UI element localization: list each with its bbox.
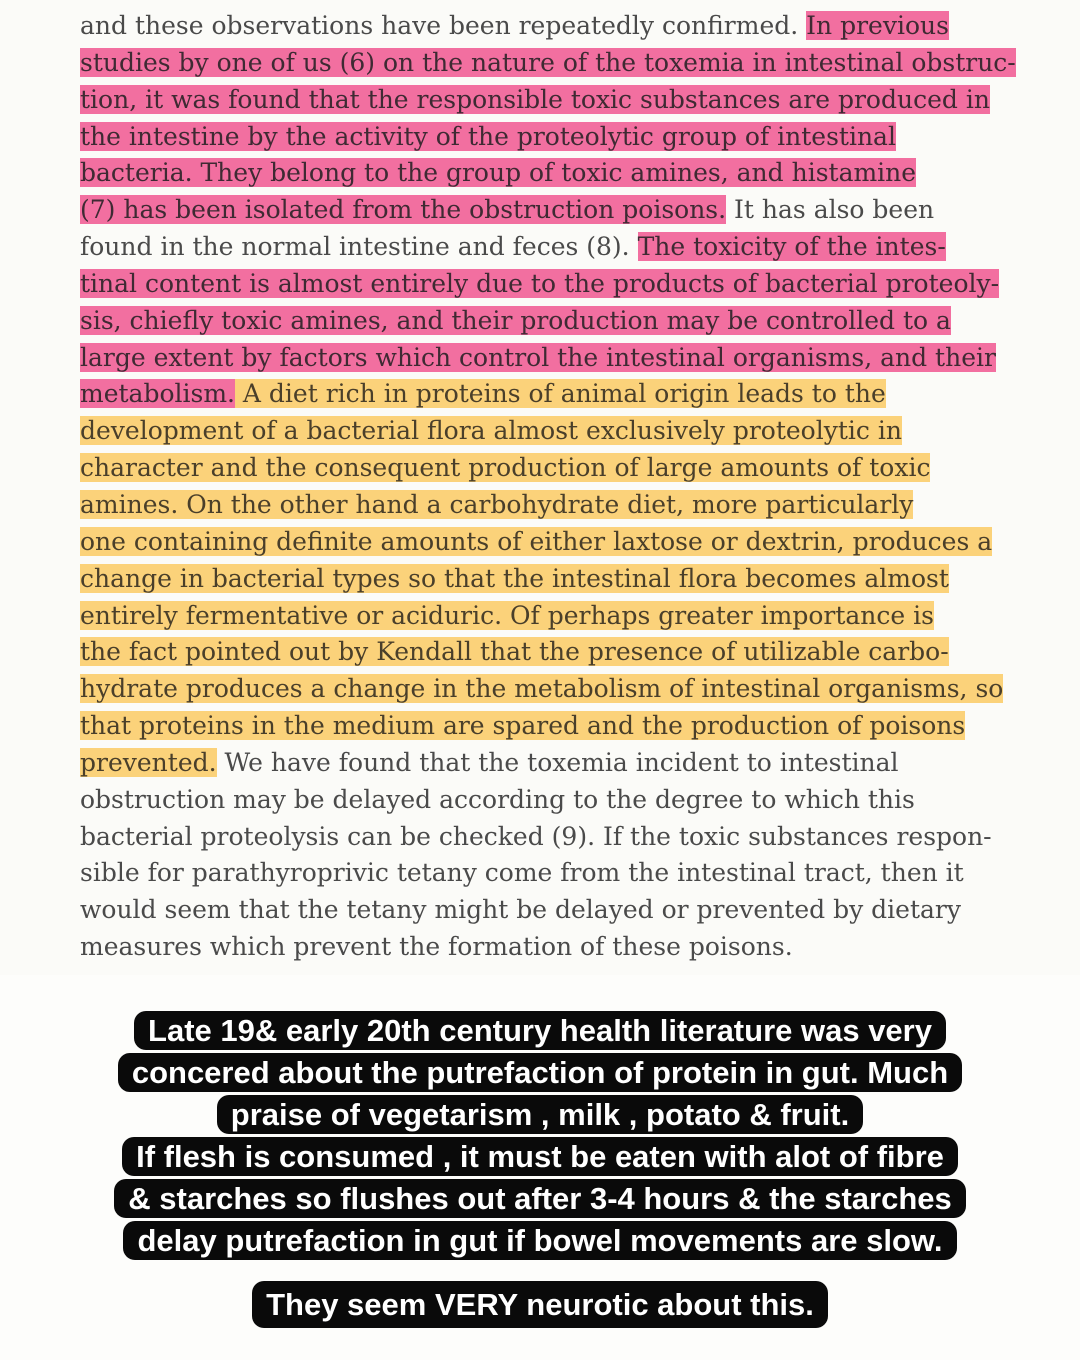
highlighted-segment: prevented. xyxy=(80,747,217,777)
text-line xyxy=(80,524,1036,561)
text-line xyxy=(80,598,1036,635)
text-line xyxy=(80,487,1036,524)
text-line xyxy=(80,745,1036,782)
highlighted-segment: metabolism. xyxy=(80,379,235,409)
caption-line: Late 19& early 20th century health literature was very xyxy=(0,1010,1080,1052)
text-segment: obstruction may be delayed according to the degree to which this xyxy=(80,784,915,814)
highlighted-segment: change in bacterial types so that the intestinal flora becomes almost xyxy=(80,563,949,593)
highlighted-segment: entirely fermentative or aciduric. Of perhaps greater importance is xyxy=(80,600,934,630)
highlighted-segment: the fact pointed out by Kendall that the presence of utilizable carbo- xyxy=(80,637,949,667)
highlighted-segment: A diet rich in proteins of animal origin leads to the xyxy=(234,379,886,409)
highlighted-segment: large extent by factors which control the intestinal organisms, and their xyxy=(80,342,996,372)
highlighted-segment: bacteria. They belong to the group of toxic amines, and histamine xyxy=(80,158,917,188)
text-segment: would seem that the tetany might be delayed or prevented by dietary xyxy=(80,895,961,925)
highlighted-segment: In previous xyxy=(806,11,949,40)
highlighted-paragraph xyxy=(80,8,1036,966)
text-segment: bacterial proteolysis can be checked (9). If the toxic substances respon- xyxy=(80,821,992,851)
caption-line: concered about the putrefaction of protein in gut. Much xyxy=(0,1052,1080,1094)
text-line xyxy=(80,855,1036,892)
text-line xyxy=(80,45,1036,82)
highlighted-segment: hydrate produces a change in the metabolism of intestinal organisms, so xyxy=(80,674,1004,704)
text-line xyxy=(80,155,1036,192)
text-line xyxy=(80,376,1036,413)
caption-line: delay putrefaction in gut if bowel movements are slow. xyxy=(0,1220,1080,1262)
text-line xyxy=(80,929,1036,966)
text-segment: We have found that the toxemia incident to intestinal xyxy=(216,747,899,777)
text-line xyxy=(80,892,1036,929)
highlighted-segment: tion, it was found that the responsible toxic substances are produced in xyxy=(80,84,990,114)
highlighted-segment: sis, chiefly toxic amines, and their production may be controlled to a xyxy=(80,305,951,335)
text-segment: measures which prevent the formation of these poisons. xyxy=(80,932,793,962)
highlighted-segment: The toxicity of the intes- xyxy=(637,232,946,262)
text-segment: found in the normal intestine and feces (8). xyxy=(80,232,638,262)
highlighted-segment: one containing definite amounts of either laxtose or dextrin, produces a xyxy=(80,526,993,556)
text-line xyxy=(80,671,1036,708)
caption-note: They seem VERY neurotic about this. xyxy=(0,1284,1080,1326)
highlighted-segment: (7) has been isolated from the obstruction poisons. xyxy=(80,195,727,225)
text-line xyxy=(80,708,1036,745)
text-line xyxy=(80,782,1036,819)
highlighted-segment: studies by one of us (6) on the nature of the toxemia in intestinal obstruc- xyxy=(80,47,1016,77)
caption-line: & starches so flushes out after 3-4 hours & the starches xyxy=(0,1178,1080,1220)
text-line xyxy=(80,82,1036,119)
caption-line: If flesh is consumed , it must be eaten with alot of fibre xyxy=(0,1136,1080,1178)
highlighted-segment: amines. On the other hand a carbohydrate diet, more particularly xyxy=(80,489,914,519)
caption-overlay xyxy=(0,1010,1080,1262)
highlighted-segment: tinal content is almost entirely due to the products of bacterial proteoly- xyxy=(80,268,1000,298)
text-line xyxy=(80,634,1036,671)
highlighted-segment: character and the consequent production of large amounts of toxic xyxy=(80,453,931,483)
caption-note-overlay xyxy=(0,1284,1080,1326)
text-line xyxy=(80,192,1036,229)
text-line xyxy=(80,303,1036,340)
text-line xyxy=(80,340,1036,377)
text-line xyxy=(80,819,1036,856)
text-line xyxy=(80,8,1036,45)
highlighted-segment: the intestine by the activity of the proteolytic group of intestinal xyxy=(80,121,896,151)
text-line xyxy=(80,119,1036,156)
text-line xyxy=(80,450,1036,487)
text-segment: and these observations have been repeatedly confirmed. xyxy=(80,11,807,40)
text-segment: It has also been xyxy=(726,195,935,225)
text-segment: sible for parathyroprivic tetany come from the intestinal tract, then it xyxy=(80,858,964,888)
text-line xyxy=(80,561,1036,598)
highlighted-segment: development of a bacterial flora almost exclusively proteolytic in xyxy=(80,416,902,446)
caption-line: praise of vegetarism , milk , potato & fruit. xyxy=(0,1094,1080,1136)
text-line xyxy=(80,229,1036,266)
text-line xyxy=(80,413,1036,450)
text-line xyxy=(80,266,1036,303)
highlighted-segment: that proteins in the medium are spared and the production of poisons xyxy=(80,711,966,741)
